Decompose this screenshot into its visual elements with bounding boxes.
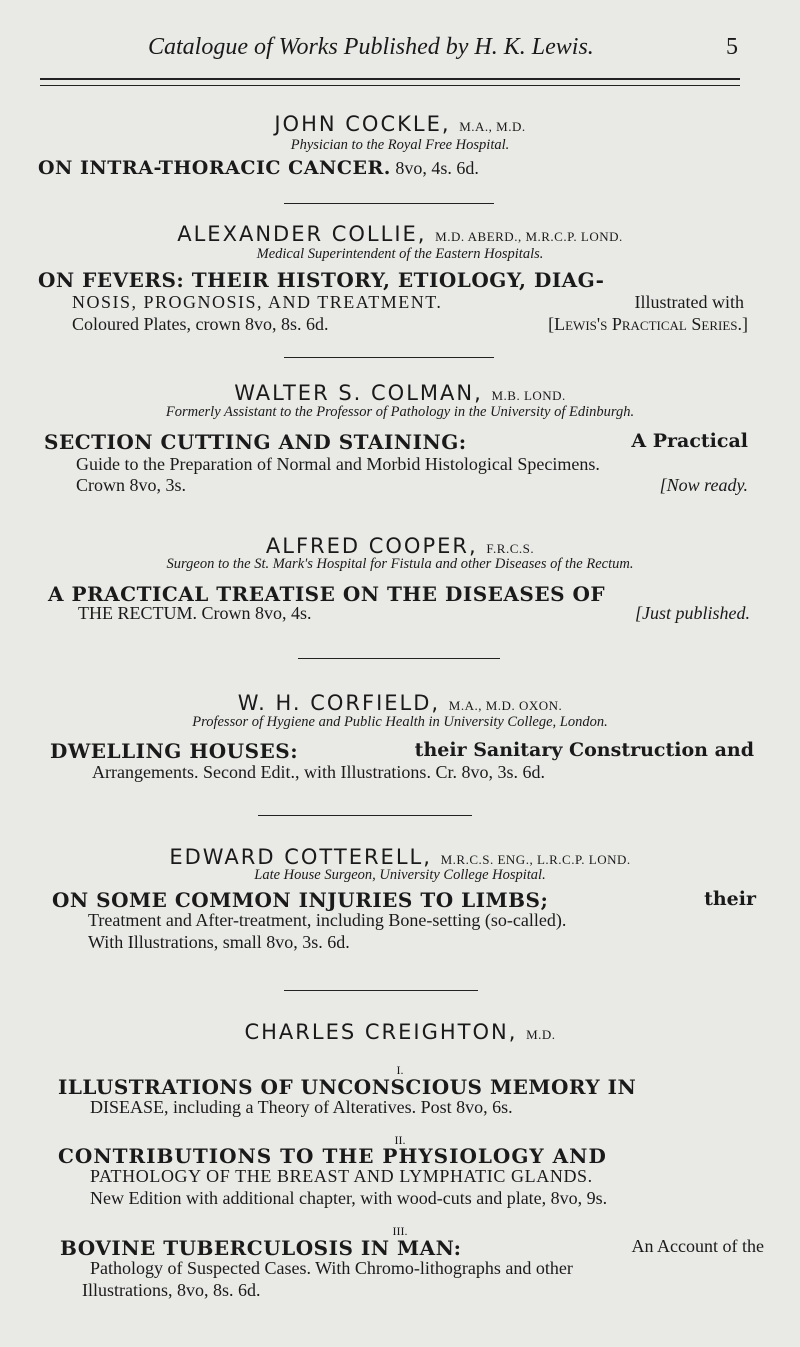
book-details-line xyxy=(78,603,750,624)
author-name: EDWARD COTTERELL, xyxy=(169,845,432,869)
book-details-line xyxy=(76,475,748,496)
author-name: ALFRED COOPER, xyxy=(265,534,478,558)
book-details: New Edition with additional chapter, with wood-cuts and plate, 8vo, 9s. xyxy=(90,1188,608,1208)
availability-note: [Now ready. xyxy=(659,475,748,495)
book-format: With Illustrations, small 8vo, 3s. 6d. xyxy=(88,932,350,952)
author-degrees: M.D. ABERD., M.R.C.P. LOND. xyxy=(435,229,623,244)
book-subtitle-cont: Guide to the Preparation of Normal and Morbid Histological Specimens. xyxy=(76,454,600,474)
book-subtitle-cont: Treatment and After-treatment, including Bone-setting (so-called). xyxy=(88,910,567,930)
book-series: [Lewis's Practical Series.] xyxy=(548,314,748,334)
page-number: 5 xyxy=(726,34,738,60)
author-heading xyxy=(0,691,800,715)
entry-separator xyxy=(284,357,494,358)
author-degrees: M.A., M.D. OXON. xyxy=(448,698,563,713)
author-affiliation: Formerly Assistant to the Professor of Pathology in the University of Edinburgh. xyxy=(165,404,635,420)
book-subtitle-cont: Pathology of Suspected Cases. With Chromo-lithographs and other xyxy=(90,1258,573,1278)
author-heading xyxy=(0,845,800,869)
author-name: JOHN COCKLE, xyxy=(274,112,451,136)
author-name: ALEXANDER COLLIE, xyxy=(177,222,427,246)
author-affiliation: Professor of Hygiene and Public Health in University College, London. xyxy=(192,714,608,730)
author-affiliation: Medical Superintendent of the Eastern Hospitals. xyxy=(256,246,544,262)
author-heading xyxy=(0,381,800,405)
book-subtitle: their Sanitary Construction and xyxy=(414,739,754,761)
author-degrees: M.D. xyxy=(526,1027,556,1042)
availability-note: [Just published. xyxy=(635,603,750,623)
author-degrees: M.R.C.S. ENG., L.R.C.P. LOND. xyxy=(440,852,631,867)
author-name: CHARLES CREIGHTON, xyxy=(244,1020,518,1044)
author-degrees: M.B. LOND. xyxy=(491,388,566,403)
book-title-line xyxy=(44,430,748,454)
book-title: BOVINE TUBERCULOSIS IN MAN: xyxy=(60,1236,462,1260)
book-format: 8vo, 4s. 6d. xyxy=(395,158,479,178)
author-affiliation: Late House Surgeon, University College Hospital. xyxy=(254,867,546,883)
book-details: DISEASE, including a Theory of Alteratives. Post 8vo, 6s. xyxy=(90,1097,513,1117)
book-title-line xyxy=(60,1236,764,1260)
book-title: DWELLING HOUSES: xyxy=(50,739,299,763)
entry-separator xyxy=(298,658,500,659)
entry-separator xyxy=(284,990,478,991)
author-name: WALTER S. COLMAN, xyxy=(234,381,483,405)
book-note: Illustrated with xyxy=(634,292,744,312)
book-title-line xyxy=(50,739,754,763)
book-title-line xyxy=(52,888,756,912)
book-details-line xyxy=(72,314,748,335)
book-title-cont: NOSIS, PROGNOSIS, AND TREATMENT. xyxy=(72,292,443,312)
work-numeral: III. xyxy=(392,1224,408,1238)
author-name: W. H. CORFIELD, xyxy=(237,691,441,715)
author-affiliation: Surgeon to the St. Mark's Hospital for Fistula and other Diseases of the Rectum. xyxy=(166,556,634,572)
author-degrees: M.A., M.D. xyxy=(459,119,526,134)
book-title: ILLUSTRATIONS OF UNCONSCIOUS MEMORY IN xyxy=(58,1075,637,1099)
running-head-title: Catalogue of Works Published by H. K. Lewis. xyxy=(148,34,594,60)
author-heading xyxy=(0,112,800,136)
book-subtitle: An Account of the xyxy=(631,1236,764,1256)
author-heading xyxy=(0,222,800,246)
book-title-line xyxy=(72,292,744,313)
book-subtitle: their xyxy=(704,888,756,910)
book-title: CONTRIBUTIONS TO THE PHYSIOLOGY AND xyxy=(58,1144,607,1168)
book-title-cont: PATHOLOGY OF THE BREAST AND LYMPHATIC GLANDS. xyxy=(90,1166,593,1186)
entry-separator xyxy=(284,203,494,204)
book-title-cont-and-format xyxy=(78,603,312,624)
author-heading xyxy=(0,534,800,558)
book-format: Crown 8vo, 4s. xyxy=(201,603,312,623)
book-title: ON INTRA-THORACIC CANCER. xyxy=(38,157,391,179)
author-affiliation: Physician to the Royal Free Hospital. xyxy=(290,137,510,153)
book-format: Coloured Plates, crown 8vo, 8s. 6d. xyxy=(72,314,329,334)
book-format: Crown 8vo, 3s. xyxy=(76,475,187,495)
book-title: ON SOME COMMON INJURIES TO LIMBS; xyxy=(52,888,549,912)
book-title-line xyxy=(38,157,479,179)
book-details: Arrangements. Second Edit., with Illustrations. Cr. 8vo, 3s. 6d. xyxy=(92,762,545,782)
book-title: SECTION CUTTING AND STAINING: xyxy=(44,430,467,454)
book-title-cont: THE RECTUM. xyxy=(78,603,197,623)
book-format: Illustrations, 8vo, 8s. 6d. xyxy=(82,1280,261,1300)
work-numeral: II. xyxy=(394,1133,406,1147)
author-heading xyxy=(0,1020,800,1044)
running-head xyxy=(0,34,800,66)
entry-separator xyxy=(258,815,472,816)
book-title: A PRACTICAL TREATISE ON THE DISEASES OF xyxy=(48,582,606,606)
author-degrees: F.R.C.S. xyxy=(486,541,535,556)
header-rule-thin xyxy=(40,85,740,86)
header-rule xyxy=(40,78,740,80)
book-title: ON FEVERS: THEIR HISTORY, ETIOLOGY, DIAG- xyxy=(38,268,605,292)
book-subtitle: A Practical xyxy=(631,430,748,452)
work-numeral: I. xyxy=(396,1063,404,1077)
